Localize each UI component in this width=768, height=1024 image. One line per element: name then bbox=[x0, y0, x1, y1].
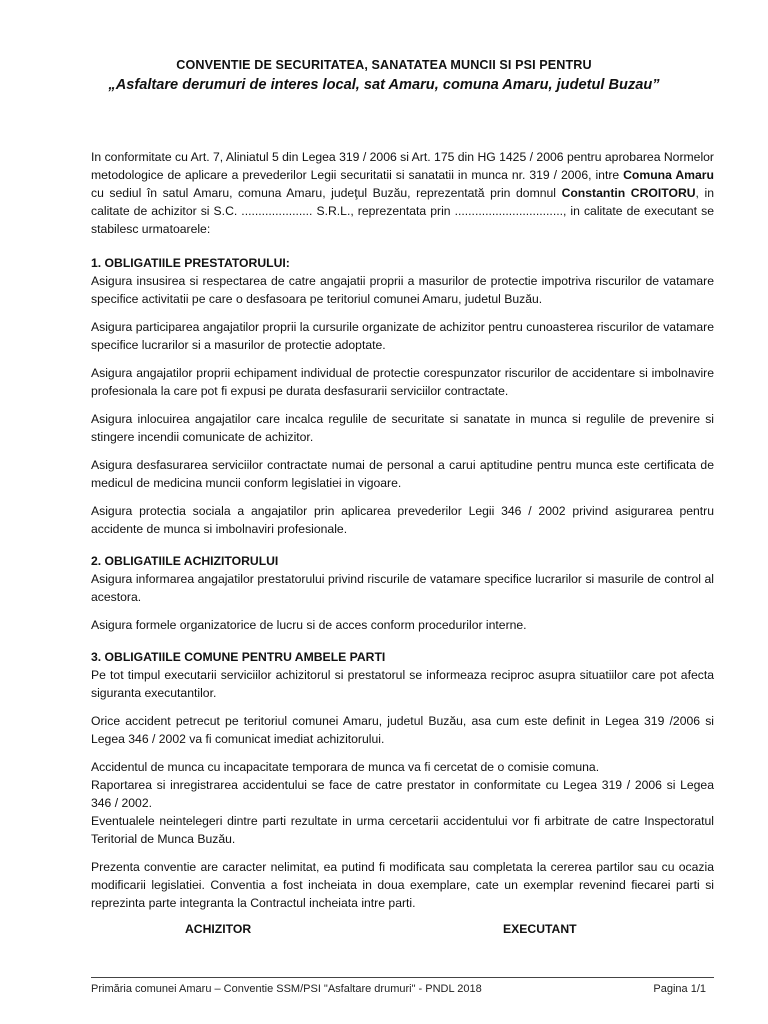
section-common-obligations bbox=[91, 648, 714, 912]
section-title: 2. OBLIGATIILE ACHIZITORULUI bbox=[91, 554, 279, 568]
section-obligations-buyer bbox=[91, 552, 714, 634]
section-title: 3. OBLIGATIILE COMUNE PENTRU AMBELE PARTI bbox=[91, 650, 386, 664]
paragraph-text: Asigura insusirea si respectarea de catre angajatii proprii a masurilor de protectie impotriva riscurilor de vatamare specifice activitatii pe care o desfasoara pe teritoriul comunei Amaru, judetul Buzău. bbox=[91, 274, 714, 306]
intro-text-3: , in calitate de achizitor si S.C. ..................... S.R.L., reprezentata prin ................................, in calitate de executant se stabilesc urmatoarele: bbox=[91, 186, 714, 236]
section-paragraph: Asigura inlocuirea angajatilor care incalca regulile de securitate si sanatate in munca si regulile de prevenire si stingere incendii comunicate de achizitor. bbox=[91, 412, 714, 444]
representative-name: Constantin CROITORU bbox=[561, 186, 696, 200]
signature-executant-label: EXECUTANT bbox=[503, 922, 577, 936]
section-paragraph bbox=[91, 648, 714, 702]
paragraph-text: Asigura informarea angajatilor prestatorului privind riscurile de vatamare specifice lucrarilor si masurile de control al acestora. bbox=[91, 572, 714, 604]
section-paragraph bbox=[91, 552, 714, 606]
intro-paragraph bbox=[91, 148, 714, 238]
section-paragraph: Asigura participarea angajatilor proprii la cursurile organizate de achizitor pentru cunoasterea riscurilor de vatamare specifice lucrarilor si a masurilor de protectie adoptate. bbox=[91, 320, 714, 352]
section-paragraph bbox=[91, 254, 714, 308]
footer-page-number: Pagina 1/1 bbox=[653, 983, 706, 995]
footer-divider bbox=[91, 977, 714, 978]
section-paragraph: Asigura desfasurarea serviciilor contractate numai de personal a carui aptitudine pentru munca este certificata de medicul de medicina muncii conform legislatiei in vigoare. bbox=[91, 458, 714, 490]
document-subtitle: „Asfaltare derumuri de interes local, sat Amaru, comuna Amaru, judetul Buzau” bbox=[108, 77, 660, 93]
intro-text-1: In conformitate cu Art. 7, Aliniatul 5 din Legea 319 / 2006 si Art. 175 din HG 1425 / 2006 pentru aprobarea Normelor metodologice de aplicare a prevederilor Legii securitatii si sanatatii in munca nr. 319 / 2006, intre bbox=[91, 150, 714, 182]
section-paragraph: Accidentul de munca cu incapacitate temporara de munca va fi cercetat de o comisie comuna. Raportarea si inregistrarea accidentului se face de catre prestator in conformitate cu Legea 319 / 2006 si Legea 346 / 2002. Eventualele neintelegeri dintre parti rezultate in urma cercetarii accidentului vor fi arbitrate de catre Inspectoratul Teritorial de Munca Buzău. bbox=[91, 760, 714, 846]
section-paragraph: Prezenta conventie are caracter nelimitat, ea putind fi modificata sau completata la cererea partilor sau cu ocazia modificarii legislatiei. Conventia a fost incheiata in doua exemplare, cate un exemplar revenind fiecarei parti si reprezinta parte integranta la Contractul incheiata intre parti. bbox=[91, 860, 714, 910]
section-paragraph: Asigura angajatilor proprii echipament individual de protectie corespunzator riscurilor de accidentare si imbolnavire profesionala la care pot fi expusi pe durata desfasurarii serviciilor contractate. bbox=[91, 366, 714, 398]
signature-buyer-label: ACHIZITOR bbox=[185, 922, 252, 936]
footer-document-info: Primăria comunei Amaru – Conventie SSM/PSI "Asfaltare drumuri" - PNDL 2018 bbox=[91, 983, 482, 995]
party-name: Comuna Amaru bbox=[623, 168, 714, 182]
section-title: 1. OBLIGATIILE PRESTATORULUI: bbox=[91, 256, 290, 270]
signature-block bbox=[0, 922, 768, 942]
section-obligations-provider bbox=[91, 254, 714, 538]
section-paragraph: Orice accident petrecut pe teritoriul comunei Amaru, judetul Buzău, asa cum este definit in Legea 319 /2006 si Legea 346 / 2002 va fi comunicat imediat achizitorului. bbox=[91, 714, 714, 746]
section-paragraph: Asigura protectia sociala a angajatilor prin aplicarea prevederilor Legii 346 / 2002 privind asigurarea pentru accidente de munca si imbolnaviri profesionale. bbox=[91, 504, 714, 536]
paragraph-text: Pe tot timpul executarii serviciilor achizitorul si prestatorul se informeaza reciproc asupra situatiilor care pot afecta siguranta executantilor. bbox=[91, 668, 714, 700]
document-title: CONVENTIE DE SECURITATEA, SANATATEA MUNCII SI PSI PENTRU bbox=[176, 58, 592, 72]
intro-text-2: cu sediul în satul Amaru, comuna Amaru, judeţul Buzău, reprezentată prin domnul bbox=[91, 186, 562, 200]
document-body bbox=[91, 148, 714, 922]
section-paragraph: Asigura formele organizatorice de lucru si de acces conform procedurilor interne. bbox=[91, 618, 527, 632]
